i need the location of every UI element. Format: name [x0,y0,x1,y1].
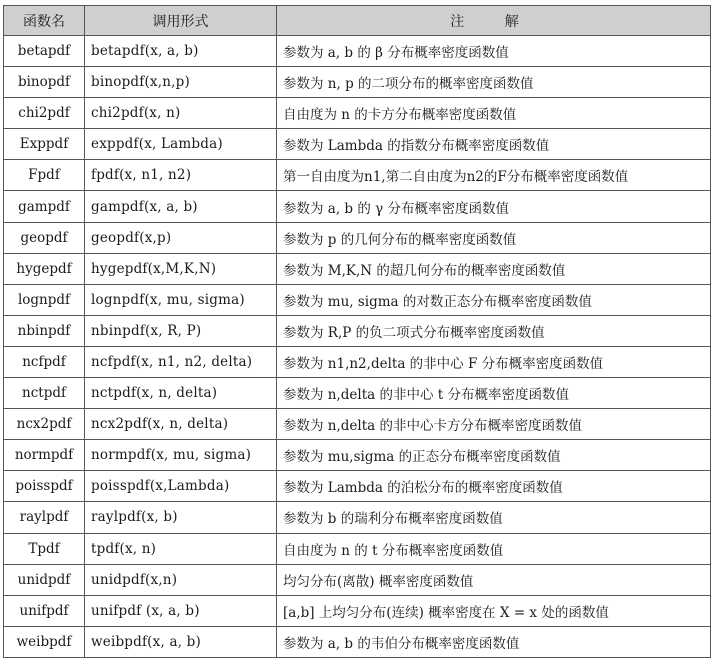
table-row [4,253,711,284]
call-form-cell: normpdf(x, mu, sigma) [85,440,277,471]
call-form-cell: betapdf(x, a, b) [85,36,277,67]
function-name-cell: poisspdf [4,471,85,502]
function-name-cell: Fpdf [4,160,85,191]
function-name-cell: ncfpdf [4,346,85,377]
table-row [4,98,711,129]
call-form-cell: tpdf(x, n) [85,533,277,564]
function-name-cell: weibpdf [4,626,85,657]
description-cell: 参数为 n,delta 的非中心卡方分布概率密度函数值 [277,409,711,440]
description-cell: 自由度为 n 的卡方分布概率密度函数值 [277,98,711,129]
table-row [4,346,711,377]
description-cell: 参数为 a, b 的 γ 分布概率密度函数值 [277,191,711,222]
description-cell: 参数为 b 的瑞利分布概率密度函数值 [277,502,711,533]
table-row [4,36,711,67]
table-row [4,315,711,346]
call-form-cell: lognpdf(x, mu, sigma) [85,284,277,315]
pdf-functions-table [3,5,711,658]
table-row [4,378,711,409]
call-form-cell: unifpdf (x, a, b) [85,595,277,626]
call-form-cell: poisspdf(x,Lambda) [85,471,277,502]
description-cell: 参数为 n,delta 的非中心 t 分布概率密度函数值 [277,378,711,409]
description-cell: 参数为 R,P 的负二项式分布概率密度函数值 [277,315,711,346]
header-function-name: 函数名 [4,6,85,36]
table-row [4,595,711,626]
call-form-cell: fpdf(x, n1, n2) [85,160,277,191]
description-cell: 参数为 Lambda 的泊松分布的概率密度函数值 [277,471,711,502]
function-name-cell: lognpdf [4,284,85,315]
description-cell: 参数为 p 的几何分布的概率密度函数值 [277,222,711,253]
call-form-cell: binopdf(x,n,p) [85,67,277,98]
function-name-cell: unidpdf [4,564,85,595]
table-row [4,191,711,222]
description-cell: 参数为 n1,n2,delta 的非中心 F 分布概率密度函数值 [277,346,711,377]
table-row [4,160,711,191]
table-row [4,284,711,315]
call-form-cell: geopdf(x,p) [85,222,277,253]
call-form-cell: weibpdf(x, a, b) [85,626,277,657]
description-cell: 参数为 Lambda 的指数分布概率密度函数值 [277,129,711,160]
function-name-cell: raylpdf [4,502,85,533]
table-row [4,129,711,160]
function-name-cell: hygepdf [4,253,85,284]
table-row [4,502,711,533]
function-name-cell: Exppdf [4,129,85,160]
function-name-cell: Tpdf [4,533,85,564]
header-notes: 注 解 [277,6,711,36]
call-form-cell: ncfpdf(x, n1, n2, delta) [85,346,277,377]
call-form-cell: unidpdf(x,n) [85,564,277,595]
call-form-cell: raylpdf(x, b) [85,502,277,533]
header-row [4,6,711,36]
call-form-cell: hygepdf(x,M,K,N) [85,253,277,284]
description-cell: 参数为 M,K,N 的超几何分布的概率密度函数值 [277,253,711,284]
table-row [4,564,711,595]
table-row [4,471,711,502]
function-name-cell: betapdf [4,36,85,67]
table-row [4,222,711,253]
function-name-cell: nctpdf [4,378,85,409]
call-form-cell: ncx2pdf(x, n, delta) [85,409,277,440]
description-cell: 第一自由度为n1,第二自由度为n2的F分布概率密度函数值 [277,160,711,191]
function-name-cell: unifpdf [4,595,85,626]
table-row [4,533,711,564]
function-name-cell: binopdf [4,67,85,98]
description-cell: 参数为 mu, sigma 的对数正态分布概率密度函数值 [277,284,711,315]
function-name-cell: ncx2pdf [4,409,85,440]
call-form-cell: chi2pdf(x, n) [85,98,277,129]
call-form-cell: nbinpdf(x, R, P) [85,315,277,346]
description-cell: 参数为 a, b 的韦伯分布概率密度函数值 [277,626,711,657]
function-name-cell: nbinpdf [4,315,85,346]
call-form-cell: exppdf(x, Lambda) [85,129,277,160]
description-cell: 均匀分布(离散) 概率密度函数值 [277,564,711,595]
description-cell: [a,b] 上均匀分布(连续) 概率密度在 X = x 处的函数值 [277,595,711,626]
function-name-cell: gampdf [4,191,85,222]
function-name-cell: geopdf [4,222,85,253]
description-cell: 参数为 a, b 的 β 分布概率密度函数值 [277,36,711,67]
table-row [4,67,711,98]
description-cell: 参数为 mu,sigma 的正态分布概率密度函数值 [277,440,711,471]
header-call-form: 调用形式 [85,6,277,36]
table-row [4,626,711,657]
table-row [4,409,711,440]
function-name-cell: chi2pdf [4,98,85,129]
call-form-cell: gampdf(x, a, b) [85,191,277,222]
description-cell: 参数为 n, p 的二项分布的概率密度函数值 [277,67,711,98]
function-name-cell: normpdf [4,440,85,471]
table-row [4,440,711,471]
description-cell: 自由度为 n 的 t 分布概率密度函数值 [277,533,711,564]
call-form-cell: nctpdf(x, n, delta) [85,378,277,409]
